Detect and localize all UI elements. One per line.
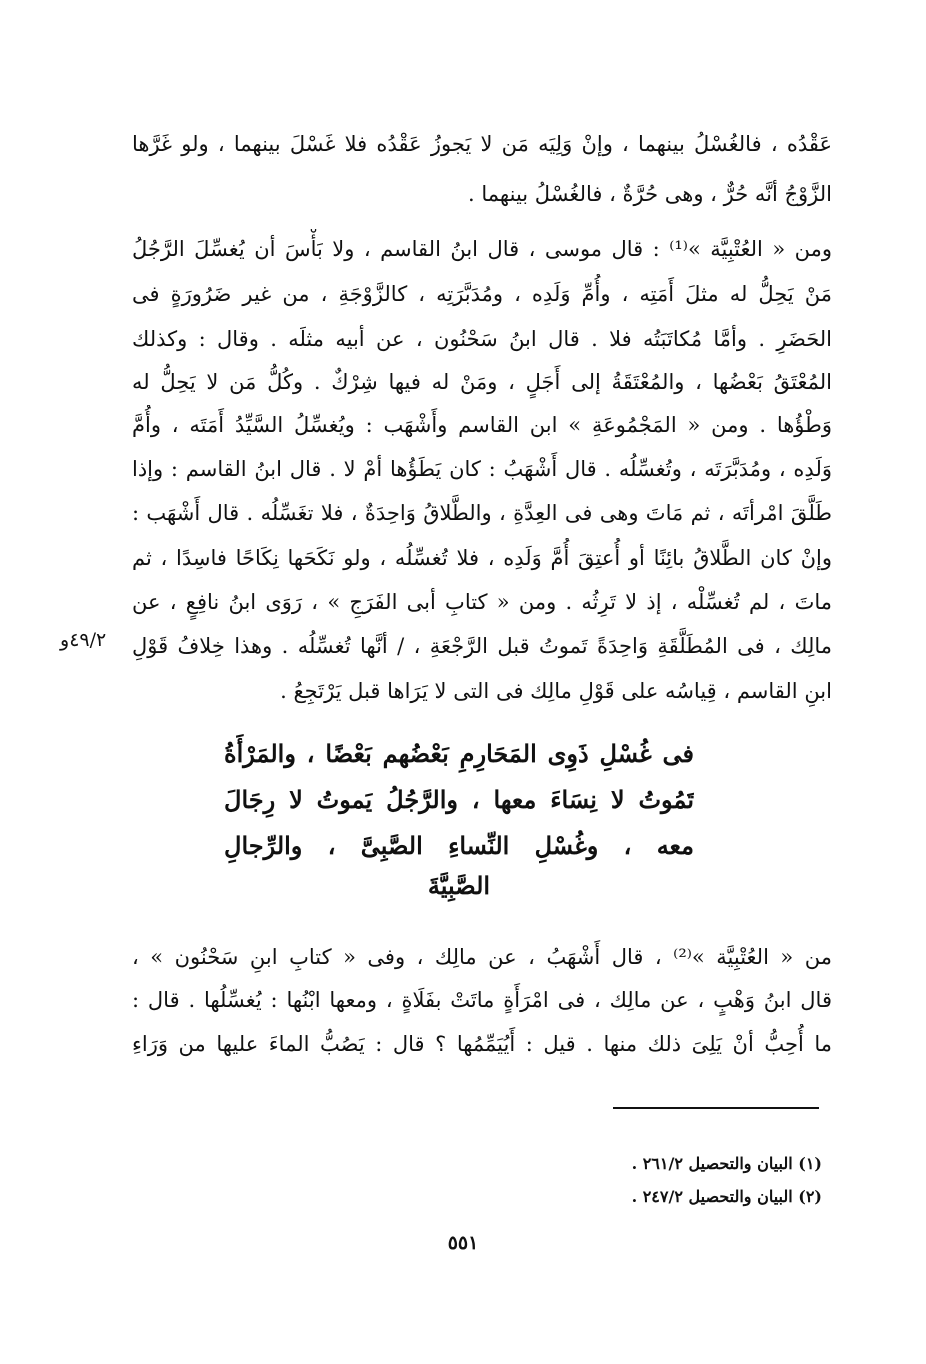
body-line: ومن « العُتْبِيَّة »⁽¹⁾ : قال موسى ، قال ابنُ القاسم ، ولا بَأْسَ أن يُغسِّلَ الرَّجُلُ (132, 237, 832, 261)
body-line: ماتَ ، لم تُغسِّلْه ، إذ لا تَرِثُه . ومن « كتابِ أبى الفَرَجِ » ، رَوَى ابنُ نافِعٍ ، عن (132, 590, 832, 614)
body-line: مالِك ، فى المُطَلَّقَةِ وَاحِدَةً تَموتُ قبل الرَّجْعَةِ ، / أنَّها تُغسِّلُه . وهذا خِلافُ قَوْلِ (132, 634, 832, 658)
body-line: الزَّوْجُ أنَّه حُرٌّ ، وهى حُرَّةٌ ، فالغُسْلُ بينهما . (468, 182, 832, 206)
section-heading-line: الصَّبِيَّةَ (427, 871, 491, 900)
body-line: الحَضَرِ . وأمَّا مُكاتَبَتُه فلا . قال ابنُ سَحْنُون ، عن أبيه مثلَه . وقال : وكذلك (132, 327, 832, 351)
footnote: (١) البيان والتحصيل ٢٦١/٢ . (631, 1154, 822, 1173)
page-number: ٥٥١ (447, 1232, 479, 1254)
body-line: ابنِ القاسم ، قِياسُه على قَوْلِ مالِك فى التى لا يَرَاها قبل يَرْتَجِعُ . (280, 679, 832, 703)
section-heading-line: معه ، وغُسْلِ النِّساءِ الصَّبِىَّ ، والرِّجالِ (224, 831, 694, 860)
body-line: عَقْدُه ، فالغُسْلُ بينهما ، وإنْ وَلِيَه مَن لا يَجوزُ عَقْدُه فلا غَسْلَ بينهما ، ولو غَرَّها (132, 132, 832, 156)
body-line: وَلَدِه ، ومُدَبَّرَتَه ، وتُغسِّلُه . قال أَشْهَبُ : كان يَطَؤُها أمْ لا . قال ابنُ القاسم : وإذا (132, 457, 832, 481)
section-heading-line: فى غُسْلِ ذَوِى المَحَارِمِ بَعْضُهم بَعْضًا ، والمَرْأَةُ (224, 739, 694, 768)
footnote-separator (613, 1107, 819, 1109)
body-line: وَطْؤُها . ومن « المَجْمُوعَةِ » ابن القاسم وأَشْهَب : ويُغسِّلُ السَّيِّدُ أَمَتَه ، وأُمَّ (132, 413, 832, 437)
body-line: قال ابنُ وَهْبٍ ، عن مالِك ، فى امْرَأَةٍ ماتَتْ بفَلَاةٍ ، ومعها ابْنُها : يُغسِّلُها . قال : (132, 988, 832, 1012)
section-heading-line: تَمُوتُ لا نِسَاءَ معها ، والرَّجُلُ يَموتُ لا رِجَالَ (224, 785, 694, 814)
body-line: ما أُحِبُّ أنْ يَلِىَ ذلك منها . قيل : أَيُيَمِّمُها ؟ قال : يَصُبُّ الماءَ عليها من وَرَاءِ (132, 1032, 832, 1056)
body-line: وإنْ كان الطَّلاقُ بائِنًا أو أُعتِقَ أُمَّ وَلَدِه ، فلا تُغسِّلُه ، ولو نَكَحَها نِكَاحًا فاسِدًا ، ثم (132, 546, 832, 570)
body-line: مَنْ يَحِلُّ له مثلَ أَمَتِه ، وأُمِّ وَلَدِه ، ومُدَبَّرَتِه ، كالزَّوْجَةِ ، من غير ضَرُورَةٍ فى (132, 282, 832, 306)
body-line: طَلَّقَ امْرأتَه ، ثم مَاتَ وهى فى العِدَّةِ ، والطَّلاقُ وَاحِدَةٌ ، فلا تغَسِّلُه . قال أَشْهَب : (132, 501, 832, 525)
body-line: من « العُتْبِيَّة »⁽²⁾ ، قال أَشْهَبُ ، عن مالِك ، وفى « كتابِ ابنِ سَحْنُون » ، (132, 945, 832, 969)
margin-folio-note: ٤٩/٢و (60, 629, 107, 651)
footnote: (٢) البيان والتحصيل ٢٤٧/٢ . (631, 1187, 822, 1206)
body-line: المُعْتَقُ بَعْضُها ، والمُعْتَقَةُ إلى أَجَلٍ ، ومَنْ له فيها شِرْكٌ . وكُلُّ مَن لا يَحِلُّ له (132, 370, 832, 394)
